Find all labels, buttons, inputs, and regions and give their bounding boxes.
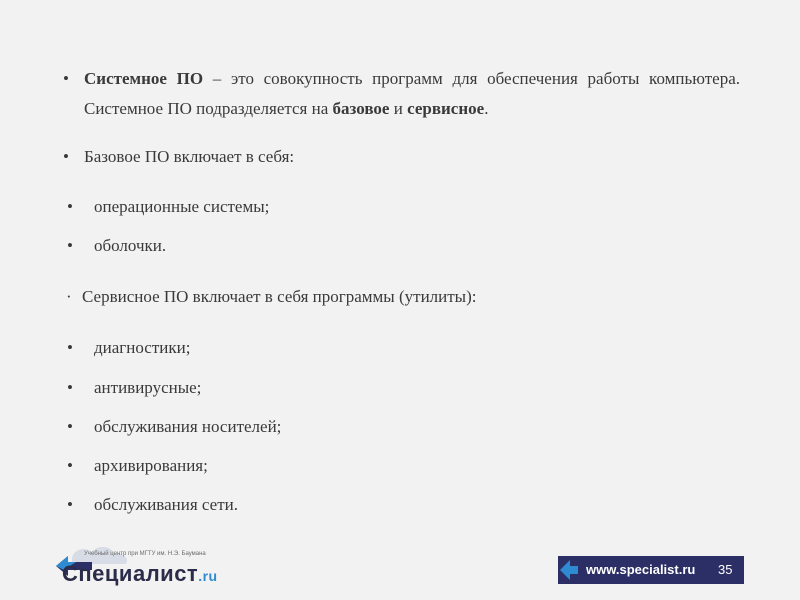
- list-item: обслуживания носителей;: [94, 417, 282, 436]
- bullet: •: [63, 69, 69, 88]
- term-service: сервисное: [407, 99, 485, 118]
- logo-tagline: Учебный центр при МГТУ им. Н.Э. Баумана: [84, 551, 206, 557]
- site-link[interactable]: www.specialist.ru: [586, 562, 696, 577]
- logo-domain: .ru: [198, 568, 218, 584]
- paragraph-text: .: [484, 99, 489, 118]
- bullet: •: [67, 495, 73, 514]
- bullet: •: [67, 456, 73, 475]
- bullet: •: [67, 197, 73, 216]
- page-number: 35: [718, 562, 733, 577]
- term-system-software: Системное ПО: [84, 69, 204, 88]
- service-intro: Сервисное ПО включает в себя программы (утилиты):: [82, 287, 477, 306]
- list-item: операционные системы;: [94, 197, 270, 216]
- list-item: оболочки.: [94, 236, 167, 255]
- bullet: •: [67, 338, 73, 357]
- bullet: •: [67, 378, 73, 397]
- arrow-icon: [560, 558, 580, 582]
- paragraph-system-software: [84, 64, 740, 124]
- list-item: обслуживания сети.: [94, 495, 238, 514]
- term-base: базовое: [332, 99, 390, 118]
- list-item: диагностики;: [94, 338, 191, 357]
- list-item: архивирования;: [94, 456, 208, 475]
- bullet: •: [67, 417, 73, 436]
- bullet: •: [63, 147, 69, 166]
- logo-word: Специалист: [62, 561, 199, 586]
- bullet: •: [67, 236, 73, 255]
- base-intro: Базовое ПО включает в себя:: [84, 147, 295, 166]
- paragraph-text: и: [389, 99, 408, 118]
- logo-wordmark: [62, 561, 218, 587]
- list-item: антивирусные;: [94, 378, 202, 397]
- bullet: ·: [66, 287, 72, 306]
- paragraph-text: – это совокупность программ для обеспечения работы компьютера. Системное ПО подразделяется на: [84, 69, 740, 118]
